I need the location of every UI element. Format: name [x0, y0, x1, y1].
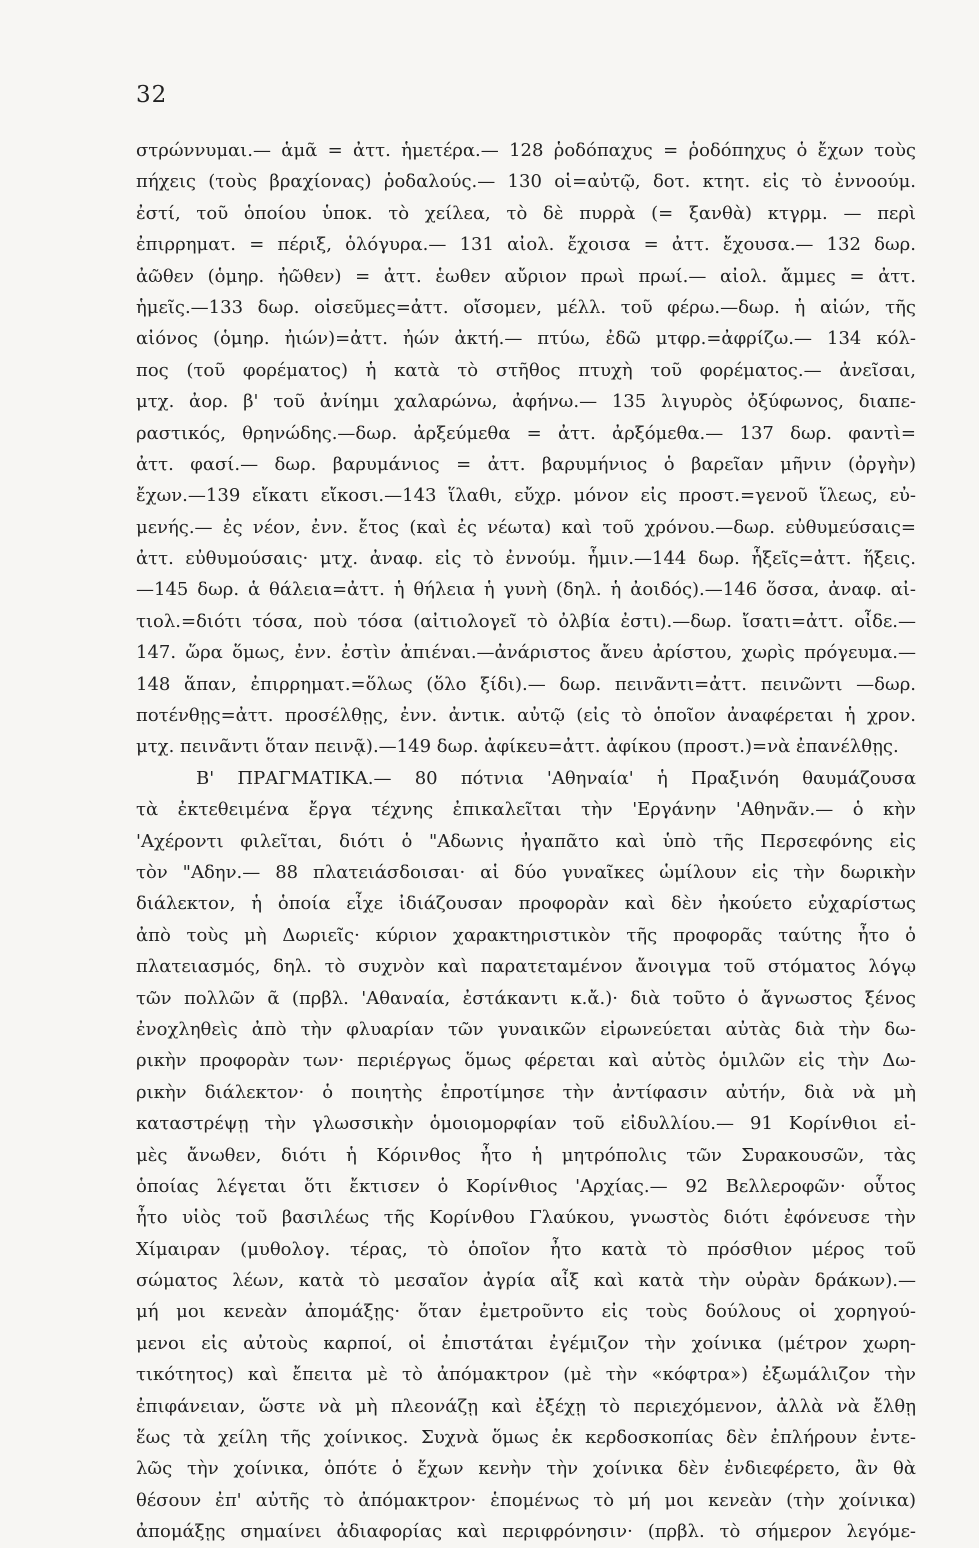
text-line: θέσουν ἐπ' αὐτῆς τὸ ἀπόμακτρον· ἑπομένως τὸ μή μοι κενεὰν (τὴν χοίνικα): [136, 1489, 916, 1511]
text-line: στρώννυμαι.— ἁμᾶ = ἀττ. ἡμετέρα.— 128 ῥοδόπαχυς = ῥοδόπηχυς ὁ ἔχων τοὺς: [136, 140, 916, 161]
page-number: 32: [136, 82, 168, 108]
text-line: Χίμαιραν (μυθολογ. τέρας, τὸ ὁποῖον ἦτο κατὰ τὸ πρόσθιον μέρος τοῦ: [136, 1238, 916, 1260]
text-line: ἐνοχληθεὶς ἀπὸ τὴν φλυαρίαν τῶν γυναικῶν εἰρωνεύεται αὐτὰς διὰ τὴν δω-: [136, 1018, 916, 1040]
text-line: πλατειασμός, δηλ. τὸ συχνὸν καὶ παρατεταμένον ἄνοιγμα τοῦ στόματος λόγῳ: [136, 956, 916, 978]
text-line: πος (τοῦ φορέματος) ἡ κατὰ τὸ στῆθος πτυχὴ τοῦ φορέματος.— ἀνεῖσαι,: [136, 359, 916, 381]
text-line: ἐπιφάνειαν, ὥστε νὰ μὴ πλεονάζῃ καὶ ἐξέχῃ τὸ περιεχόμενον, ἀλλὰ νὰ ἔλθῃ: [136, 1395, 916, 1417]
text-line: διάλεκτον, ἡ ὁποία εἶχε ἰδιάζουσαν προφορὰν καὶ δὲν ἠκούετο εὐχαρίστως: [136, 893, 916, 915]
text-line: ἀπομάξῃς σημαίνει ἀδιαφορίας καὶ περιφρόνησιν· (πρβλ. τὸ σήμερον λεγόμε-: [136, 1521, 916, 1543]
section-heading-line: Β' ΠΡΑΓΜΑΤΙΚΑ.— 80 πότνια 'Αθηναία' ἡ Πραξινόη θαυμάζουσα: [196, 767, 916, 789]
text-line: τικότητος) καὶ ἔπειτα μὲ τὸ ἀπόμακτρον (μὲ τὴν «κόφτρα») ἐξωμάλιζον τὴν: [136, 1364, 916, 1386]
text-line: αἰόνος (ὁμηρ. ἠιών)=ἀττ. ἠών ἀκτή.— πτύω, ἐδῶ μτφρ.=ἀφρίζω.— 134 κόλ-: [136, 328, 916, 350]
text-line: ἀῶθεν (ὁμηρ. ἠῶθεν) = ἀττ. ἑωθεν αὔριον πρωὶ πρωί.— αἰολ. ἄμμες = ἀττ.: [136, 265, 916, 287]
text-line: ἔχων.—139 εἴκατι εἴκοσι.—143 ἵλαθι, εὔχρ. μόνον εἰς προστ.=γενοῦ ἵλεως, εὐ-: [136, 485, 916, 507]
text-line: τῶν πολλῶν ᾶ (πρβλ. 'Αθαναία, ἐστάκαντι κ.ἄ.)· διὰ τοῦτο ὁ ἄγνωστος ξένος: [136, 987, 916, 1009]
text-line: ραστικός, θρηνώδης.—δωρ. ἀρξεύμεθα = ἀττ. ἀρξόμεθα.— 137 δωρ. φαντὶ=: [136, 422, 916, 444]
text-line: ρικὴν διάλεκτον· ὁ ποιητὴς ἐπροτίμησε τὴν ἀντίφασιν αὐτήν, διὰ νὰ μὴ: [136, 1081, 916, 1103]
text-line: 147. ὥρα ὅμως, ἐνν. ἐστὶν ἀπιέναι.—ἀνάριστος ἄνευ ἀρίστου, χωρὶς πρόγευμα.—: [136, 642, 916, 664]
text-line: ἐστί, τοῦ ὁποίου ὑποκ. τὸ χείλεα, τὸ δὲ πυρρὰ (= ξανθὰ) κτγρμ. — περὶ: [136, 202, 916, 224]
text-line: —145 δωρ. ἁ θάλεια=ἀττ. ἡ θήλεια ἡ γυνὴ (δηλ. ἡ ἀοιδός).—146 ὅσσα, ἀναφ. αἰ-: [136, 579, 916, 601]
text-line: μὲς ἄνωθεν, διότι ἡ Κόρινθος ἦτο ἡ μητρόπολις τῶν Συρακουσῶν, τὰς: [136, 1144, 916, 1166]
text-line: καταστρέψῃ τὴν γλωσσικὴν ὁμοιομορφίαν τοῦ εἰδυλλίου.— 91 Κορίνθιοι εἰ-: [136, 1113, 916, 1135]
text-line: 'Αχέροντι φιλεῖται, διότι ὁ "Αδωνις ἠγαπᾶτο καὶ ὑπὸ τῆς Περσεφόνης εἰς: [136, 830, 916, 852]
text-line: ὁποίας λέγεται ὅτι ἔκτισεν ὁ Κορίνθιος 'Αρχίας.— 92 Βελλεροφῶν· οὗτος: [136, 1175, 916, 1197]
text-line: ρικὴν προφορὰν των· περιέργως ὅμως φέρεται καὶ αὐτὸς ὁμιλῶν εἰς τὴν Δω-: [136, 1050, 916, 1072]
body-text: [136, 135, 916, 1548]
text-line: ἐπιρρηματ. = πέριξ, ὁλόγυρα.— 131 αἰολ. ἔχοισα = ἀττ. ἔχουσα.— 132 δωρ.: [136, 234, 916, 256]
text-line: τὰ ἐκτεθειμένα ἔργα τέχνης ἐπικαλεῖται τὴν 'Εργάνην 'Αθηνᾶν.— ὁ κὴν: [136, 799, 916, 821]
text-line: μή μοι κενεὰν ἀπομάξῃς· ὅταν ἐμετροῦντο εἰς τοὺς δούλους οἱ χορηγού-: [136, 1301, 916, 1323]
text-line: ἦτο υἱὸς τοῦ βασιλέως τῆς Κορίνθου Γλαύκου, γνωστὸς διότι ἐφόνευσε τὴν: [136, 1207, 916, 1229]
text-line: ἀττ. εὐθυμούσαις· μτχ. ἀναφ. εἰς τὸ ἐννούμ. ἧμιν.—144 δωρ. ἧξεῖς=ἀττ. ἥξεις.: [136, 548, 916, 570]
text-line: τιολ.=διότι τόσα, ποὺ τόσα (αἰτιολογεῖ τὸ ὀλβία ἐστι).—δωρ. ἴσατι=ἀττ. οἶδε.—: [136, 610, 916, 632]
text-line: σώματος λέων, κατὰ τὸ μεσαῖον ἀγρία αἶξ καὶ κατὰ τὴν οὐρὰν δράκων).—: [136, 1270, 916, 1292]
text-line: ἀττ. φασί.— δωρ. βαρυμάνιος = ἀττ. βαρυμήνιος ὁ βαρεῖαν μῆνιν (ὀργὴν): [136, 453, 916, 475]
text-line: μτχ. πεινᾶντι ὅταν πεινᾷ).—149 δωρ. ἀφίκευ=ἀττ. ἀφίκου (προστ.)=νὰ ἐπανέλθῃς.: [136, 736, 899, 758]
text-line: πήχεις (τοὺς βραχίονας) ῥοδαλούς.— 130 οἱ=αὐτῷ, δοτ. κτητ. εἰς τὸ ἐννοούμ.: [136, 171, 916, 193]
text-line: ἀπὸ τοὺς μὴ Δωριεῖς· κύριον χαρακτηριστικὸν τῆς προφορᾶς ταύτης ἦτο ὁ: [136, 924, 916, 946]
text-line: 148 ἅπαν, ἐπιρρηματ.=ὅλως (ὅλο ξίδι).— δωρ. πεινᾶντι=ἀττ. πεινῶντι —δωρ.: [136, 673, 916, 695]
text-line: τὸν "Αδην.— 88 πλατειάσδοισαι· αἱ δύο γυναῖκες ὡμίλουν εἰς τὴν δωρικὴν: [136, 861, 916, 883]
text-line: λῶς τὴν χοίνικα, ὁπότε ὁ ἔχων κενὴν τὴν χοίνικα δὲν ἐνδιεφέρετο, ἂν θὰ: [136, 1458, 916, 1480]
text-line: ποτένθῃς=ἀττ. προσέλθῃς, ἐνν. ἀντικ. αὐτῷ (εἰς τὸ ὁποῖον ἀναφέρεται ἡ χρον.: [136, 705, 916, 727]
text-line: μενής.— ἐς νέον, ἐνν. ἔτος (καὶ ἐς νέωτα) καὶ τοῦ χρόνου.—δωρ. εὐθυμεύσαις=: [136, 516, 916, 538]
text-line: ἕως τὰ χείλη τῆς χοίνικος. Συχνὰ ὅμως ἐκ κερδοσκοπίας δὲν ἐπλήρουν ἐντε-: [136, 1427, 916, 1449]
text-line: μενοι εἰς αὐτοὺς καρποί, οἱ ἐπιστάται ἐγέμιζον τὴν χοίνικα (μέτρον χωρη-: [136, 1332, 916, 1354]
text-line: ἡμεῖς.—133 δωρ. οἰσεῦμες=ἀττ. οἴσομεν, μέλλ. τοῦ φέρω.—δωρ. ἡ αἰών, τῆς: [136, 296, 916, 318]
text-line: μτχ. ἀορ. β' τοῦ ἀνίημι χαλαρώνω, ἀφήνω.— 135 λιγυρὸς ὀξύφωνος, διαπε-: [136, 391, 916, 413]
